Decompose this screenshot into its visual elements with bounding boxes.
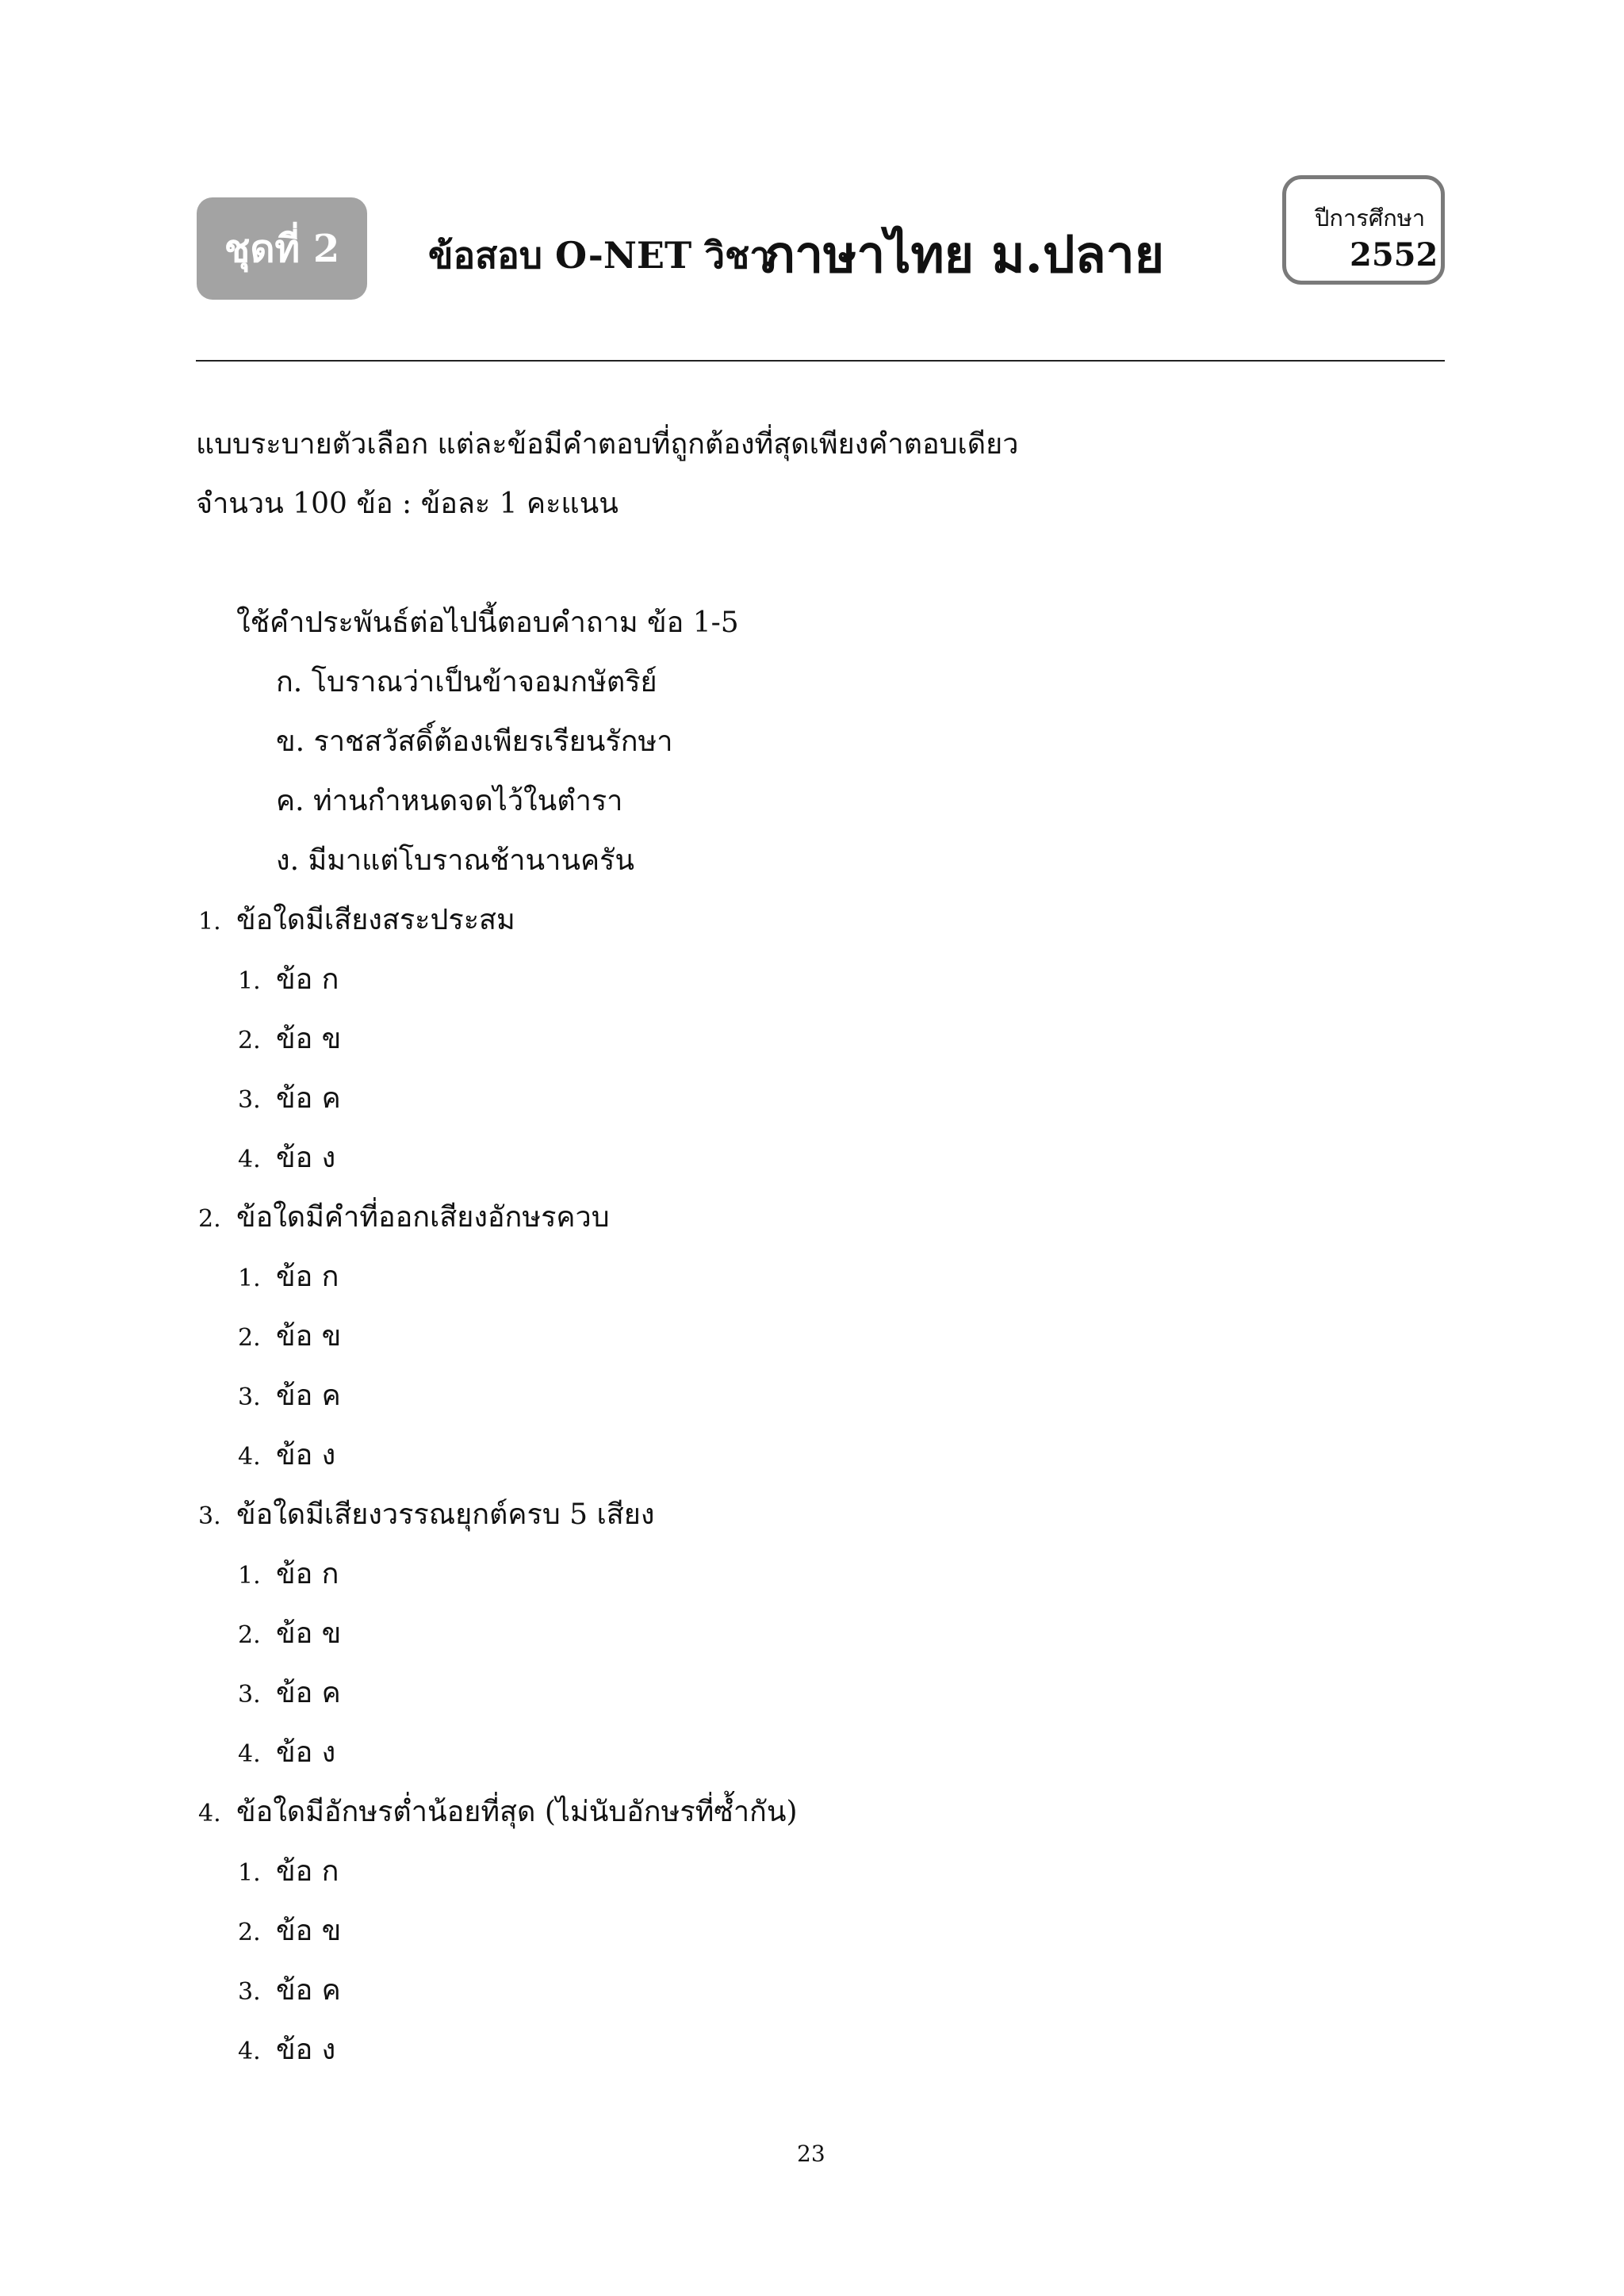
question-1-option-2 — [238, 1025, 341, 1054]
option-number: 3. — [238, 1978, 261, 2006]
question-4-option-4 — [238, 2036, 335, 2064]
option-text: ข้อ ข — [276, 1915, 342, 1947]
option-number: 1. — [238, 1265, 261, 1292]
academic-year-box — [1282, 175, 1445, 285]
page-number: 23 — [797, 2141, 825, 2167]
academic-year-value: 2552 — [1350, 236, 1438, 274]
question-3-option-1 — [238, 1560, 339, 1589]
option-number: 4. — [238, 1740, 261, 1768]
passage-line-4: ง. มีมาแต่โบราณช้านานครัน — [276, 844, 634, 877]
question-3 — [198, 1498, 655, 1531]
exam-title-subject: ภาษาไทย ม.ปลาย — [761, 225, 1165, 285]
question-text: ข้อใดมีคำที่ออกเสียงอักษรควบ — [236, 1201, 610, 1234]
option-text: ข้อ ค — [276, 1082, 341, 1115]
option-number: 3. — [238, 1681, 261, 1709]
question-2-option-1 — [238, 1263, 339, 1292]
question-2-option-3 — [238, 1382, 341, 1410]
option-text: ข้อ ง — [276, 1142, 336, 1174]
question-number: 2. — [198, 1205, 221, 1233]
instructions-line-1: แบบระบายตัวเลือก แต่ละข้อมีคำตอบที่ถูกต้องที่สุดเพียงคำตอบเดียว — [196, 428, 1019, 461]
option-text: ข้อ ง — [276, 1736, 336, 1769]
question-4-option-2 — [238, 1917, 341, 1946]
option-text: ข้อ ข — [276, 1320, 342, 1353]
option-number: 4. — [238, 1146, 261, 1173]
question-number: 1. — [198, 908, 221, 936]
option-number: 4. — [238, 1443, 261, 1471]
option-text: ข้อ ก — [276, 1558, 339, 1590]
set-number-label: ชุดที่ 2 — [224, 226, 340, 271]
option-number: 3. — [238, 1086, 261, 1114]
option-number: 1. — [238, 967, 261, 995]
option-number: 2. — [238, 1621, 261, 1649]
exam-title-prefix: ข้อสอบ O-NET วิชา — [428, 234, 771, 277]
option-text: ข้อ ค — [276, 1974, 341, 2007]
question-1 — [198, 906, 515, 935]
passage-line-2: ข. ราชสวัสดิ์ต้องเพียรเรียนรักษา — [276, 725, 673, 758]
question-2-option-2 — [238, 1322, 341, 1351]
option-number: 2. — [238, 1027, 261, 1054]
question-4 — [198, 1798, 798, 1827]
option-number: 3. — [238, 1383, 261, 1411]
option-number: 2. — [238, 1324, 261, 1352]
option-text: ข้อ ก — [276, 1855, 339, 1888]
option-text: ข้อ ค — [276, 1380, 341, 1412]
question-2-option-4 — [238, 1441, 335, 1470]
option-number: 1. — [238, 1562, 261, 1590]
header-divider — [196, 360, 1445, 362]
passage-intro: ใช้คำประพันธ์ต่อไปนี้ตอบคำถาม ข้อ 1-5 — [236, 607, 739, 639]
passage-line-3: ค. ท่านกำหนดจดไว้ในตำรา — [276, 785, 623, 817]
set-number-badge — [197, 197, 367, 300]
question-text: ข้อใดมีเสียงวรรณยุกต์ครบ 5 เสียง — [236, 1498, 655, 1531]
option-text: ข้อ ก — [276, 1261, 339, 1293]
option-text: ข้อ ง — [276, 2034, 336, 2066]
question-2 — [198, 1203, 610, 1232]
question-number: 3. — [198, 1502, 221, 1530]
option-text: ข้อ ค — [276, 1677, 341, 1709]
question-1-option-4 — [238, 1144, 335, 1173]
option-number: 4. — [238, 2038, 261, 2065]
instructions-line-2: จำนวน 100 ข้อ : ข้อละ 1 คะแนน — [196, 488, 619, 520]
question-4-option-1 — [238, 1855, 339, 1888]
option-number: 2. — [238, 1919, 261, 1946]
passage-line-1: ก. โบราณว่าเป็นข้าจอมกษัตริย์ — [276, 666, 657, 698]
option-text: ข้อ ง — [276, 1439, 336, 1471]
question-text: ข้อใดมีเสียงสระประสม — [236, 904, 515, 936]
question-4-option-3 — [238, 1976, 341, 2005]
option-text: ข้อ ข — [276, 1023, 342, 1055]
option-text: ข้อ ข — [276, 1617, 342, 1650]
question-1-option-3 — [238, 1082, 341, 1115]
question-3-option-3 — [238, 1679, 341, 1708]
option-number: 1. — [238, 1859, 261, 1887]
question-3-option-2 — [238, 1617, 342, 1650]
question-3-option-4 — [238, 1736, 336, 1769]
academic-year-label: ปีการศึกษา — [1315, 205, 1426, 232]
option-text: ข้อ ก — [276, 963, 339, 996]
question-number: 4. — [198, 1800, 221, 1827]
question-1-option-1 — [238, 963, 339, 996]
question-text: ข้อใดมีอักษรต่ำน้อยที่สุด (ไม่นับอักษรที่ซ้ำกัน) — [236, 1796, 798, 1828]
